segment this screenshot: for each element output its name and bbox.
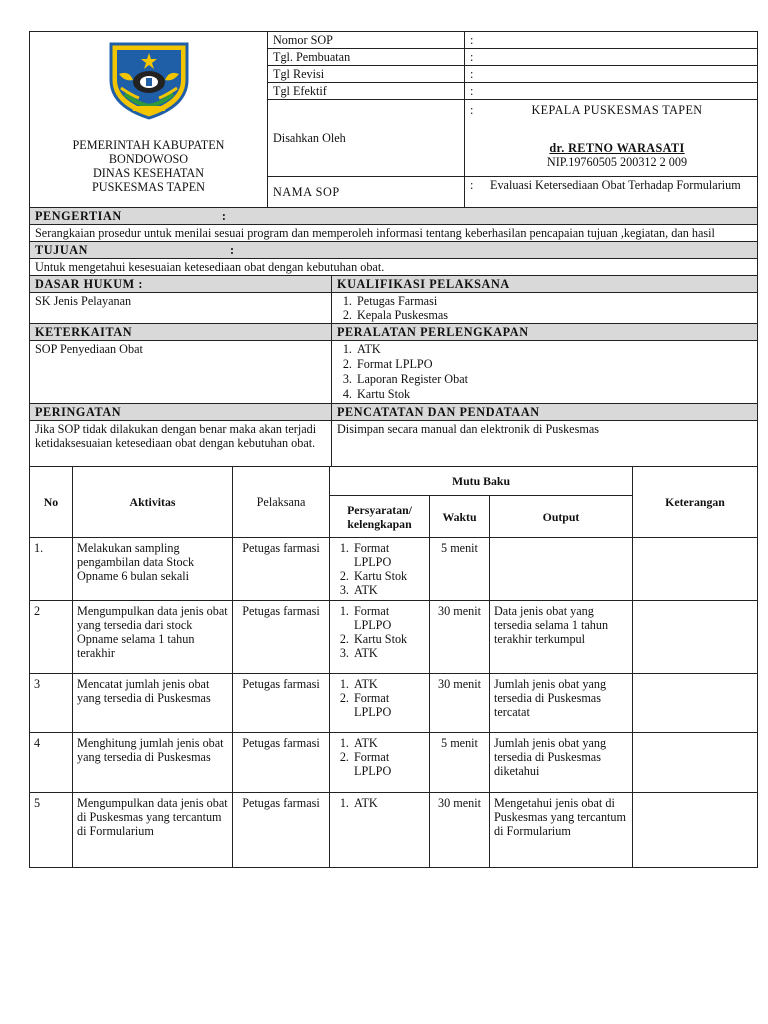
tujuan-text: Untuk mengetahui kesesuaian ketesediaan obat dengan kebutuhan obat. [30, 259, 758, 276]
row-waktu: 5 menit [430, 538, 490, 601]
row-output [490, 538, 633, 601]
row-persyaratan [330, 793, 430, 868]
row-pelaksana: Petugas farmasi [233, 793, 330, 868]
row-output: Jumlah jenis obat yang tersedia di Puskesmas diketahui [490, 733, 633, 793]
tujuan-heading: TUJUAN : [30, 242, 758, 259]
field-label-pembuatan: Tgl. Pembuatan [268, 49, 465, 66]
row-aktivitas: Menghitung jumlah jenis obat yang tersedia di Puskesmas [73, 733, 233, 793]
row-persyaratan [330, 733, 430, 793]
peralatan-item: 2. Format LPLPO [355, 357, 752, 372]
persyaratan-item: 1. Format LPLPO [352, 541, 425, 569]
peralatan-item: 1. ATK [355, 342, 752, 357]
table-row [30, 793, 758, 868]
row-pelaksana: Petugas farmasi [233, 674, 330, 733]
col-header-pelaksana: Pelaksana [233, 467, 330, 538]
keterkaitan-text: SOP Penyediaan Obat [30, 341, 332, 404]
row-aktivitas: Mencatat jumlah jenis obat yang tersedia di Puskesmas [73, 674, 233, 733]
disahkan-name: dr. RETNO WARASATI [549, 141, 685, 155]
pencatatan-text: Disimpan secara manual dan elektronik di Puskesmas [332, 421, 758, 467]
org-line-2: BONDOWOSO [108, 152, 189, 166]
disahkan-nip: NIP.19760505 200312 2 009 [546, 155, 688, 169]
kualifikasi-heading: KUALIFIKASI PELAKSANA [332, 276, 758, 293]
keterkaitan-heading: KETERKAITAN [30, 324, 332, 341]
row-no: 4 [30, 733, 73, 793]
col-header-output: Output [490, 496, 633, 538]
disahkan-signature: : KEPALA PUSKESMAS TAPEN dr. RETNO WARASATI NIP.19760505 200312 2 009 [465, 100, 758, 177]
row-keterangan [633, 733, 758, 793]
row-waktu: 30 menit [430, 601, 490, 674]
table-row [30, 733, 758, 793]
persyaratan-item: 3. ATK [352, 583, 425, 597]
persyaratan-item: 1. ATK [352, 677, 425, 691]
disahkan-label: Disahkan Oleh [268, 100, 465, 177]
row-waktu: 30 menit [430, 674, 490, 733]
col-header-no: No [30, 467, 73, 538]
persyaratan-item: 1. ATK [352, 736, 425, 750]
sop-document [29, 31, 757, 868]
row-waktu: 5 menit [430, 733, 490, 793]
row-keterangan [633, 538, 758, 601]
persyaratan-item: 2. Format LPLPO [352, 750, 425, 778]
col-header-keterangan: Keterangan [633, 467, 758, 538]
col-header-waktu: Waktu [430, 496, 490, 538]
row-keterangan [633, 793, 758, 868]
nama-sop-label: NAMA SOP [268, 177, 465, 208]
field-label-revisi: Tgl Revisi [268, 66, 465, 83]
field-value-revisi: : [465, 66, 758, 83]
table-row [30, 674, 758, 733]
persyaratan-item: 1. ATK [352, 796, 425, 810]
persyaratan-item: 3. ATK [352, 646, 425, 660]
nama-sop-value: : Evaluasi Ketersediaan Obat Terhadap Formularium [465, 177, 758, 208]
peralatan-item: 4. Kartu Stok [355, 387, 752, 402]
row-no: 3 [30, 674, 73, 733]
pengertian-heading: PENGERTIAN : [30, 208, 758, 225]
row-output: Mengetahui jenis obat di Puskesmas yang tercantum di Formularium [490, 793, 633, 868]
row-keterangan [633, 601, 758, 674]
table-row [30, 538, 758, 601]
row-keterangan [633, 674, 758, 733]
kualifikasi-list [332, 293, 758, 324]
org-line-1: PEMERINTAH KABUPATEN [72, 138, 225, 152]
table-row [30, 601, 758, 674]
field-value-efektif: : [465, 83, 758, 100]
disahkan-title: KEPALA PUSKESMAS TAPEN [531, 103, 703, 117]
row-pelaksana: Petugas farmasi [233, 601, 330, 674]
dasar-hukum-text: SK Jenis Pelayanan [30, 293, 332, 324]
row-aktivitas: Mengumpulkan data jenis obat yang tersedia dari stock Opname selama 1 tahun terakhir [73, 601, 233, 674]
persyaratan-item: 2. Format LPLPO [352, 691, 425, 719]
row-persyaratan [330, 601, 430, 674]
pencatatan-heading: PENCATATAN DAN PENDATAAN [332, 404, 758, 421]
procedure-table [29, 466, 758, 868]
header-table [29, 31, 758, 208]
col-header-aktivitas: Aktivitas [73, 467, 233, 538]
row-no: 5 [30, 793, 73, 868]
col-header-persyaratan: Persyaratan/ kelengkapan [330, 496, 430, 538]
peringatan-text: Jika SOP tidak dilakukan dengan benar maka akan terjadi ketidaksesuaian ketesediaan obat dengan kebutuhan obat. [30, 421, 332, 467]
persyaratan-item: 2. Kartu Stok [352, 632, 425, 646]
sections-table [29, 207, 758, 467]
row-persyaratan [330, 538, 430, 601]
org-identity-cell [30, 32, 268, 208]
col-header-mutu-baku: Mutu Baku [330, 467, 633, 496]
row-aktivitas: Melakukan sampling pengambilan data Stock Opname 6 bulan sekali [73, 538, 233, 601]
field-value-nomor: : [465, 32, 758, 49]
row-no: 2 [30, 601, 73, 674]
field-label-nomor: Nomor SOP [268, 32, 465, 49]
field-value-pembuatan: : [465, 49, 758, 66]
org-line-4: PUSKESMAS TAPEN [92, 180, 205, 194]
kualifikasi-item: 1. Petugas Farmasi [355, 294, 752, 308]
dasar-hukum-heading: DASAR HUKUM : [30, 276, 332, 293]
peralatan-list [332, 341, 758, 404]
row-output: Data jenis obat yang tersedia selama 1 tahun terakhir terkumpul [490, 601, 633, 674]
field-label-efektif: Tgl Efektif [268, 83, 465, 100]
row-waktu: 30 menit [430, 793, 490, 868]
row-pelaksana: Petugas farmasi [233, 538, 330, 601]
persyaratan-item: 1. Format LPLPO [352, 604, 425, 632]
row-pelaksana: Petugas farmasi [233, 733, 330, 793]
persyaratan-item: 2. Kartu Stok [352, 569, 425, 583]
row-aktivitas: Mengumpulkan data jenis obat di Puskesmas yang tercantum di Formularium [73, 793, 233, 868]
peralatan-item: 3. Laporan Register Obat [355, 372, 752, 387]
row-output: Jumlah jenis obat yang tersedia di Puskesmas tercatat [490, 674, 633, 733]
kualifikasi-item: 2. Kepala Puskesmas [355, 308, 752, 322]
kabupaten-logo [103, 36, 195, 120]
row-no: 1. [30, 538, 73, 601]
org-line-3: DINAS KESEHATAN [92, 166, 205, 180]
peringatan-heading: PERINGATAN [30, 404, 332, 421]
peralatan-heading: PERALATAN PERLENGKAPAN [332, 324, 758, 341]
row-persyaratan [330, 674, 430, 733]
pengertian-text: Serangkaian prosedur untuk menilai sesuai program dan memperoleh informasi tentang keberhasilan pencapaian tujuan ,kegiatan, dan hasil [30, 225, 758, 242]
